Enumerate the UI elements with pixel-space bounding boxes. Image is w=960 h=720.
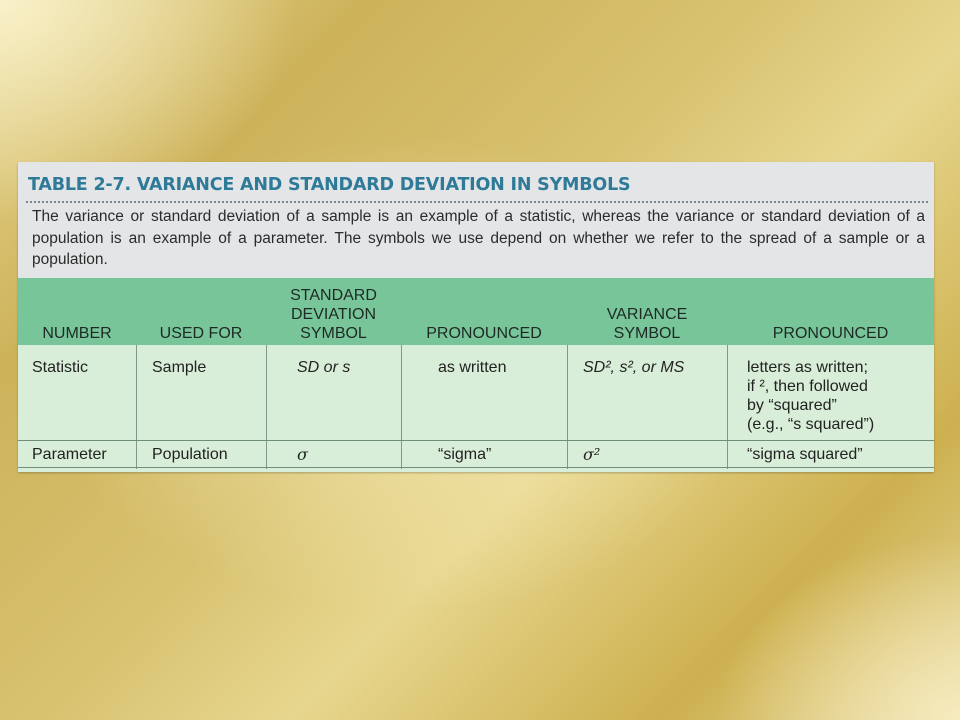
column-divider xyxy=(401,345,402,469)
cell-variance-pronounced: letters as written; if ², then followed by “squared” (e.g., “s squared”) xyxy=(747,359,875,433)
symbols-table xyxy=(18,278,934,472)
column-divider xyxy=(727,345,728,469)
title-divider xyxy=(26,201,928,203)
table-bottom-rule xyxy=(18,467,934,468)
table-caption: The variance or standard deviation of a sample is an example of a statistic, whereas the variance or standard deviation of a population is an example of a parameter. The symbols we use depend on whether we refer to the spread of a sample or a population. xyxy=(32,208,925,268)
column-header-used-for: USED FOR xyxy=(159,325,243,342)
column-header-sd-symbol: STANDARD DEVIATION SYMBOL xyxy=(290,287,377,342)
table-panel xyxy=(18,162,934,472)
cell-used-for: Population xyxy=(152,446,228,463)
cell-variance-symbol: SD², s², or MS xyxy=(583,359,685,376)
column-divider xyxy=(567,345,568,469)
cell-sd-symbol: SD or s xyxy=(297,359,351,376)
column-divider xyxy=(266,345,267,469)
table-header xyxy=(18,278,934,345)
cell-used-for: Sample xyxy=(152,359,207,376)
cell-number: Parameter xyxy=(32,446,107,463)
table-title: TABLE 2-7. VARIANCE AND STANDARD DEVIATION IN SYMBOLS xyxy=(28,175,631,195)
cell-variance-pronounced: “sigma squared” xyxy=(747,446,863,463)
cell-sd-pronounced: “sigma” xyxy=(438,446,492,463)
column-divider xyxy=(136,345,137,469)
cell-sd-pronounced: as written xyxy=(438,359,507,376)
column-header-variance-pronounced: PRONOUNCED xyxy=(772,325,889,342)
column-header-sd-pronounced: PRONOUNCED xyxy=(426,325,542,342)
cell-variance-symbol: σ² xyxy=(583,445,601,464)
column-header-number: NUMBER xyxy=(42,325,112,342)
column-header-variance-symbol: VARIANCE SYMBOL xyxy=(606,306,688,342)
row-divider xyxy=(18,440,934,441)
cell-number: Statistic xyxy=(32,359,89,376)
cell-sd-symbol: σ xyxy=(297,445,308,464)
